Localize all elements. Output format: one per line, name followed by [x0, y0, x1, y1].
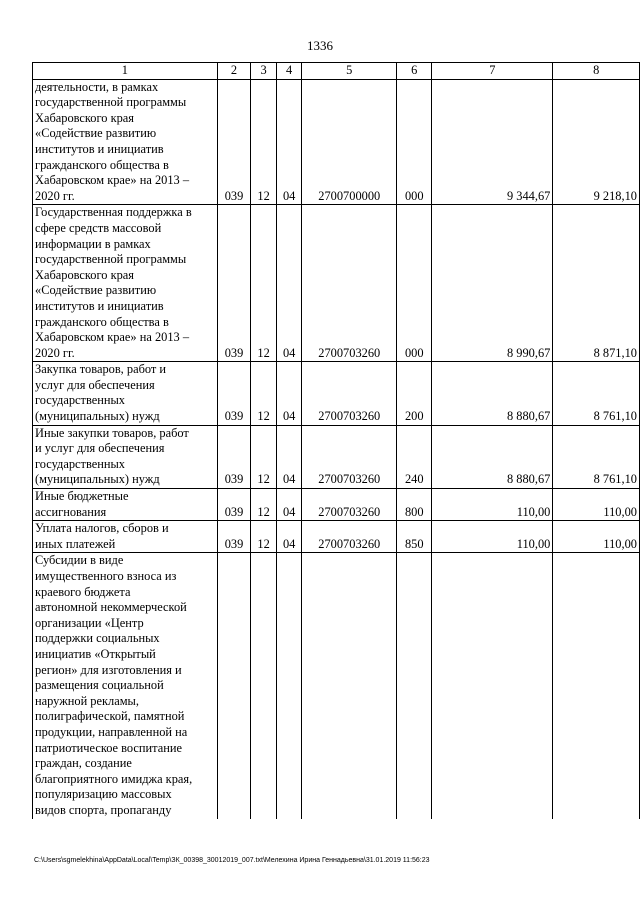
- description-line: и услуг для обеспечения: [35, 441, 165, 456]
- target-article-cell: 2700700000: [302, 79, 397, 205]
- subsection-cell: [276, 553, 302, 819]
- target-article-cell: [302, 553, 397, 819]
- description-line: полиграфической, памятной: [35, 709, 185, 724]
- expense-type-cell: 200: [397, 362, 432, 425]
- expense-type-cell: 800: [397, 489, 432, 521]
- amount-col7-cell: 8 990,67: [432, 205, 553, 362]
- description-line: Закупка товаров, работ и: [35, 362, 167, 377]
- description-line: граждан, создание: [35, 756, 132, 771]
- admin-code-cell: 039: [217, 79, 251, 205]
- description-line: размещения социальной: [35, 678, 164, 693]
- description-line: регион» для изготовления и: [35, 662, 182, 677]
- description-line: патриотическое воспитание: [35, 740, 183, 755]
- description-line: (муниципальных) нужд: [35, 472, 160, 487]
- row-description: [33, 205, 218, 362]
- admin-code-cell: 039: [217, 425, 251, 488]
- table-body: [33, 79, 640, 818]
- header-col-7: 7: [432, 63, 553, 80]
- section-cell: 12: [251, 521, 277, 553]
- section-cell: 12: [251, 205, 277, 362]
- row-description: [33, 489, 218, 521]
- row-description: [33, 521, 218, 553]
- section-cell: 12: [251, 79, 277, 205]
- header-col-1: 1: [33, 63, 218, 80]
- subsection-cell: 04: [276, 521, 302, 553]
- description-line: наружной рекламы,: [35, 693, 139, 708]
- description-line: ассигнования: [35, 504, 107, 519]
- header-col-6: 6: [397, 63, 432, 80]
- subsection-cell: 04: [276, 362, 302, 425]
- description-line: организации «Центр: [35, 615, 144, 630]
- expense-type-cell: [397, 553, 432, 819]
- description-line: Уплата налогов, сборов и: [35, 521, 169, 536]
- description-line: Хабаровского края: [35, 267, 134, 282]
- table-header-row: [33, 63, 640, 80]
- expense-type-cell: 240: [397, 425, 432, 488]
- admin-code-cell: 039: [217, 205, 251, 362]
- amount-col8-cell: 8 761,10: [553, 362, 640, 425]
- description-line: популяризацию массовых: [35, 787, 172, 802]
- description-line: Иные бюджетные: [35, 489, 129, 504]
- subsection-cell: 04: [276, 79, 302, 205]
- description-line: продукции, направленной на: [35, 724, 188, 739]
- description-line: видов спорта, пропаганду: [35, 802, 172, 817]
- amount-col7-cell: 9 344,67: [432, 79, 553, 205]
- description-line: «Содействие развитию: [35, 126, 157, 141]
- description-line: автономной некоммерческой: [35, 600, 187, 615]
- row-description: [33, 362, 218, 425]
- description-line: 2020 гг.: [35, 345, 75, 360]
- amount-col7-cell: [432, 553, 553, 819]
- description-line: государственных: [35, 456, 126, 471]
- table-row: [33, 553, 640, 819]
- table-row: [33, 489, 640, 521]
- target-article-cell: 2700703260: [302, 425, 397, 488]
- description-line: услуг для обеспечения: [35, 377, 155, 392]
- table-row: [33, 521, 640, 553]
- amount-col8-cell: 8 761,10: [553, 425, 640, 488]
- description-line: Государственная поддержка в: [35, 205, 192, 220]
- description-line: (муниципальных) нужд: [35, 409, 160, 424]
- subsection-cell: 04: [276, 489, 302, 521]
- budget-table: [32, 62, 640, 819]
- header-col-2: 2: [217, 63, 251, 80]
- amount-col8-cell: 9 218,10: [553, 79, 640, 205]
- description-line: «Содействие развитию: [35, 283, 157, 298]
- target-article-cell: 2700703260: [302, 362, 397, 425]
- description-line: информации в рамках: [35, 236, 151, 251]
- amount-col8-cell: 110,00: [553, 489, 640, 521]
- row-description: [33, 425, 218, 488]
- target-article-cell: 2700703260: [302, 489, 397, 521]
- admin-code-cell: 039: [217, 521, 251, 553]
- description-line: Иные закупки товаров, работ: [35, 425, 189, 440]
- description-line: гражданского общества в: [35, 314, 169, 329]
- amount-col7-cell: 8 880,67: [432, 362, 553, 425]
- section-cell: 12: [251, 362, 277, 425]
- description-line: инициатив «Открытый: [35, 646, 156, 661]
- footer-file-path: C:\Users\sgmelekhina\AppData\Local\Temp\ЗК_00398_30012019_007.txt\Мелехина Ирина Геннадьевна\31.01.2019 11:56:23: [34, 857, 430, 864]
- description-line: государственной программы: [35, 252, 187, 267]
- description-line: имущественного взноса из: [35, 569, 177, 583]
- table-row: [33, 362, 640, 425]
- admin-code-cell: [217, 553, 251, 819]
- section-cell: 12: [251, 425, 277, 488]
- amount-col7-cell: 8 880,67: [432, 425, 553, 488]
- subsection-cell: 04: [276, 205, 302, 362]
- target-article-cell: 2700703260: [302, 205, 397, 362]
- section-cell: [251, 553, 277, 819]
- header-col-3: 3: [251, 63, 277, 80]
- expense-type-cell: 000: [397, 79, 432, 205]
- amount-col8-cell: 8 871,10: [553, 205, 640, 362]
- expense-type-cell: 850: [397, 521, 432, 553]
- table-row: [33, 205, 640, 362]
- row-description: [33, 553, 218, 819]
- description-line: иных платежей: [35, 536, 116, 551]
- row-description: [33, 79, 218, 205]
- header-col-5: 5: [302, 63, 397, 80]
- description-line: благоприятного имиджа края,: [35, 771, 193, 786]
- target-article-cell: 2700703260: [302, 521, 397, 553]
- header-col-4: 4: [276, 63, 302, 80]
- description-line: институтов и инициатив: [35, 141, 164, 156]
- subsection-cell: 04: [276, 425, 302, 488]
- description-line: гражданского общества в: [35, 157, 169, 172]
- description-line: Хабаровском крае» на 2013 –: [35, 330, 190, 345]
- admin-code-cell: 039: [217, 362, 251, 425]
- description-line: деятельности, в рамках: [35, 79, 159, 94]
- header-col-8: 8: [553, 63, 640, 80]
- description-line: 2020 гг.: [35, 188, 75, 203]
- description-line: Хабаровском крае» на 2013 –: [35, 173, 190, 188]
- page-number: 1336: [307, 38, 333, 53]
- description-line: государственной программы: [35, 95, 187, 110]
- description-line: государственных: [35, 393, 126, 408]
- description-line: краевого бюджета: [35, 584, 131, 599]
- description-line: Хабаровского края: [35, 110, 134, 125]
- amount-col7-cell: 110,00: [432, 521, 553, 553]
- table-row: [33, 79, 640, 205]
- description-line: Субсидии в виде: [35, 553, 124, 568]
- amount-col8-cell: 110,00: [553, 521, 640, 553]
- amount-col7-cell: 110,00: [432, 489, 553, 521]
- expense-type-cell: 000: [397, 205, 432, 362]
- section-cell: 12: [251, 489, 277, 521]
- description-line: поддержки социальных: [35, 631, 160, 646]
- admin-code-cell: 039: [217, 489, 251, 521]
- table-row: [33, 425, 640, 488]
- description-line: сфере средств массовой: [35, 220, 162, 235]
- amount-col8-cell: [553, 553, 640, 819]
- description-line: институтов и инициатив: [35, 298, 164, 313]
